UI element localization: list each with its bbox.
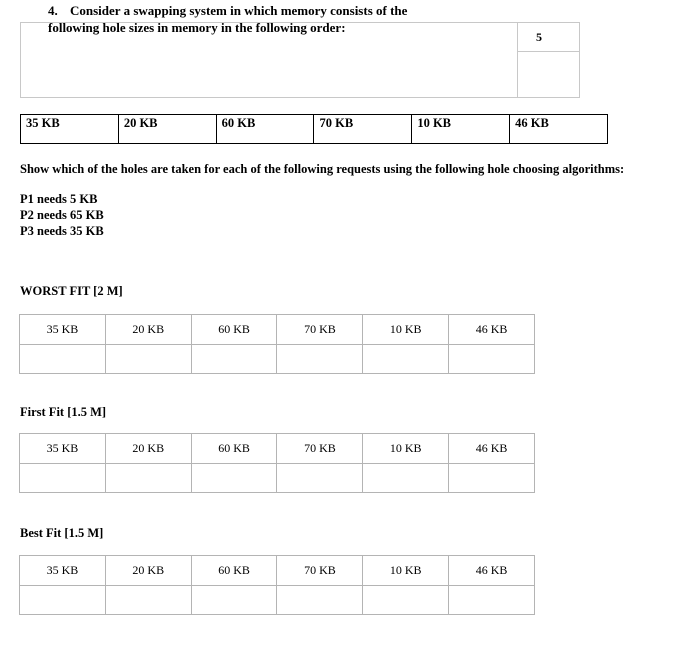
first-fit-table xyxy=(19,433,535,493)
memory-holes-row xyxy=(20,114,608,144)
table-header-cell: 10 KB xyxy=(363,315,449,345)
answer-cell[interactable] xyxy=(20,586,106,615)
table-header-cell: 70 KB xyxy=(277,556,363,586)
answer-cell[interactable] xyxy=(105,345,191,374)
table-header-cell: 20 KB xyxy=(105,556,191,586)
request-item: P2 needs 65 KB xyxy=(20,208,104,222)
question-number: 4. xyxy=(48,3,58,18)
worst-fit-table xyxy=(19,314,535,374)
table-header-cell: 46 KB xyxy=(449,315,535,345)
table-header-cell: 70 KB xyxy=(277,434,363,464)
question-line-1: Consider a swapping system in which memory consists of the xyxy=(70,3,408,18)
answer-cell[interactable] xyxy=(191,586,277,615)
answer-cell[interactable] xyxy=(191,345,277,374)
question-box-divider xyxy=(517,23,518,97)
answer-cell[interactable] xyxy=(277,586,363,615)
question-text xyxy=(48,2,488,36)
answer-cell[interactable] xyxy=(105,586,191,615)
answer-row xyxy=(20,464,535,493)
answer-cell[interactable] xyxy=(277,345,363,374)
answer-cell[interactable] xyxy=(363,586,449,615)
table-header-cell: 35 KB xyxy=(20,315,106,345)
answer-row xyxy=(20,586,535,615)
hole-cell: 46 KB xyxy=(515,116,549,130)
table-header-row xyxy=(20,434,535,464)
table-header-cell: 46 KB xyxy=(449,556,535,586)
answer-cell[interactable] xyxy=(277,464,363,493)
question-line-2: following hole sizes in memory in the following order: xyxy=(48,20,346,35)
table-header-cell: 20 KB xyxy=(105,315,191,345)
table-header-cell: 60 KB xyxy=(191,434,277,464)
answer-cell[interactable] xyxy=(449,586,535,615)
table-header-row xyxy=(20,315,535,345)
table-header-cell: 70 KB xyxy=(277,315,363,345)
answer-cell[interactable] xyxy=(105,464,191,493)
hole-cell: 35 KB xyxy=(21,115,119,143)
hole-cell: 60 KB xyxy=(217,115,315,143)
first-fit-label: First Fit [1.5 M] xyxy=(20,405,107,419)
question-marks: 5 xyxy=(536,30,542,44)
table-header-cell: 35 KB xyxy=(20,434,106,464)
answer-cell[interactable] xyxy=(449,345,535,374)
table-header-cell: 10 KB xyxy=(363,434,449,464)
hole-cell: 70 KB xyxy=(314,115,412,143)
table-header-cell: 35 KB xyxy=(20,556,106,586)
request-item: P1 needs 5 KB xyxy=(20,192,98,206)
table-header-cell: 60 KB xyxy=(191,556,277,586)
answer-cell[interactable] xyxy=(363,464,449,493)
hole-cell: 10 KB xyxy=(412,115,510,143)
instruction-text: Show which of the holes are taken for each of the following requests using the following hole choosing algorithms: xyxy=(20,162,625,176)
marks-divider xyxy=(517,51,579,52)
table-header-row xyxy=(20,556,535,586)
hole-cell: 20 KB xyxy=(119,115,217,143)
table-header-cell: 46 KB xyxy=(449,434,535,464)
answer-cell[interactable] xyxy=(449,464,535,493)
table-header-cell: 20 KB xyxy=(105,434,191,464)
best-fit-table xyxy=(19,555,535,615)
table-header-cell: 10 KB xyxy=(363,556,449,586)
answer-row xyxy=(20,345,535,374)
answer-cell[interactable] xyxy=(363,345,449,374)
answer-cell[interactable] xyxy=(191,464,277,493)
best-fit-label: Best Fit [1.5 M] xyxy=(20,526,104,540)
answer-cell[interactable] xyxy=(20,464,106,493)
answer-cell[interactable] xyxy=(20,345,106,374)
worst-fit-label: WORST FIT [2 M] xyxy=(20,284,123,298)
request-item: P3 needs 35 KB xyxy=(20,224,104,238)
table-header-cell: 60 KB xyxy=(191,315,277,345)
